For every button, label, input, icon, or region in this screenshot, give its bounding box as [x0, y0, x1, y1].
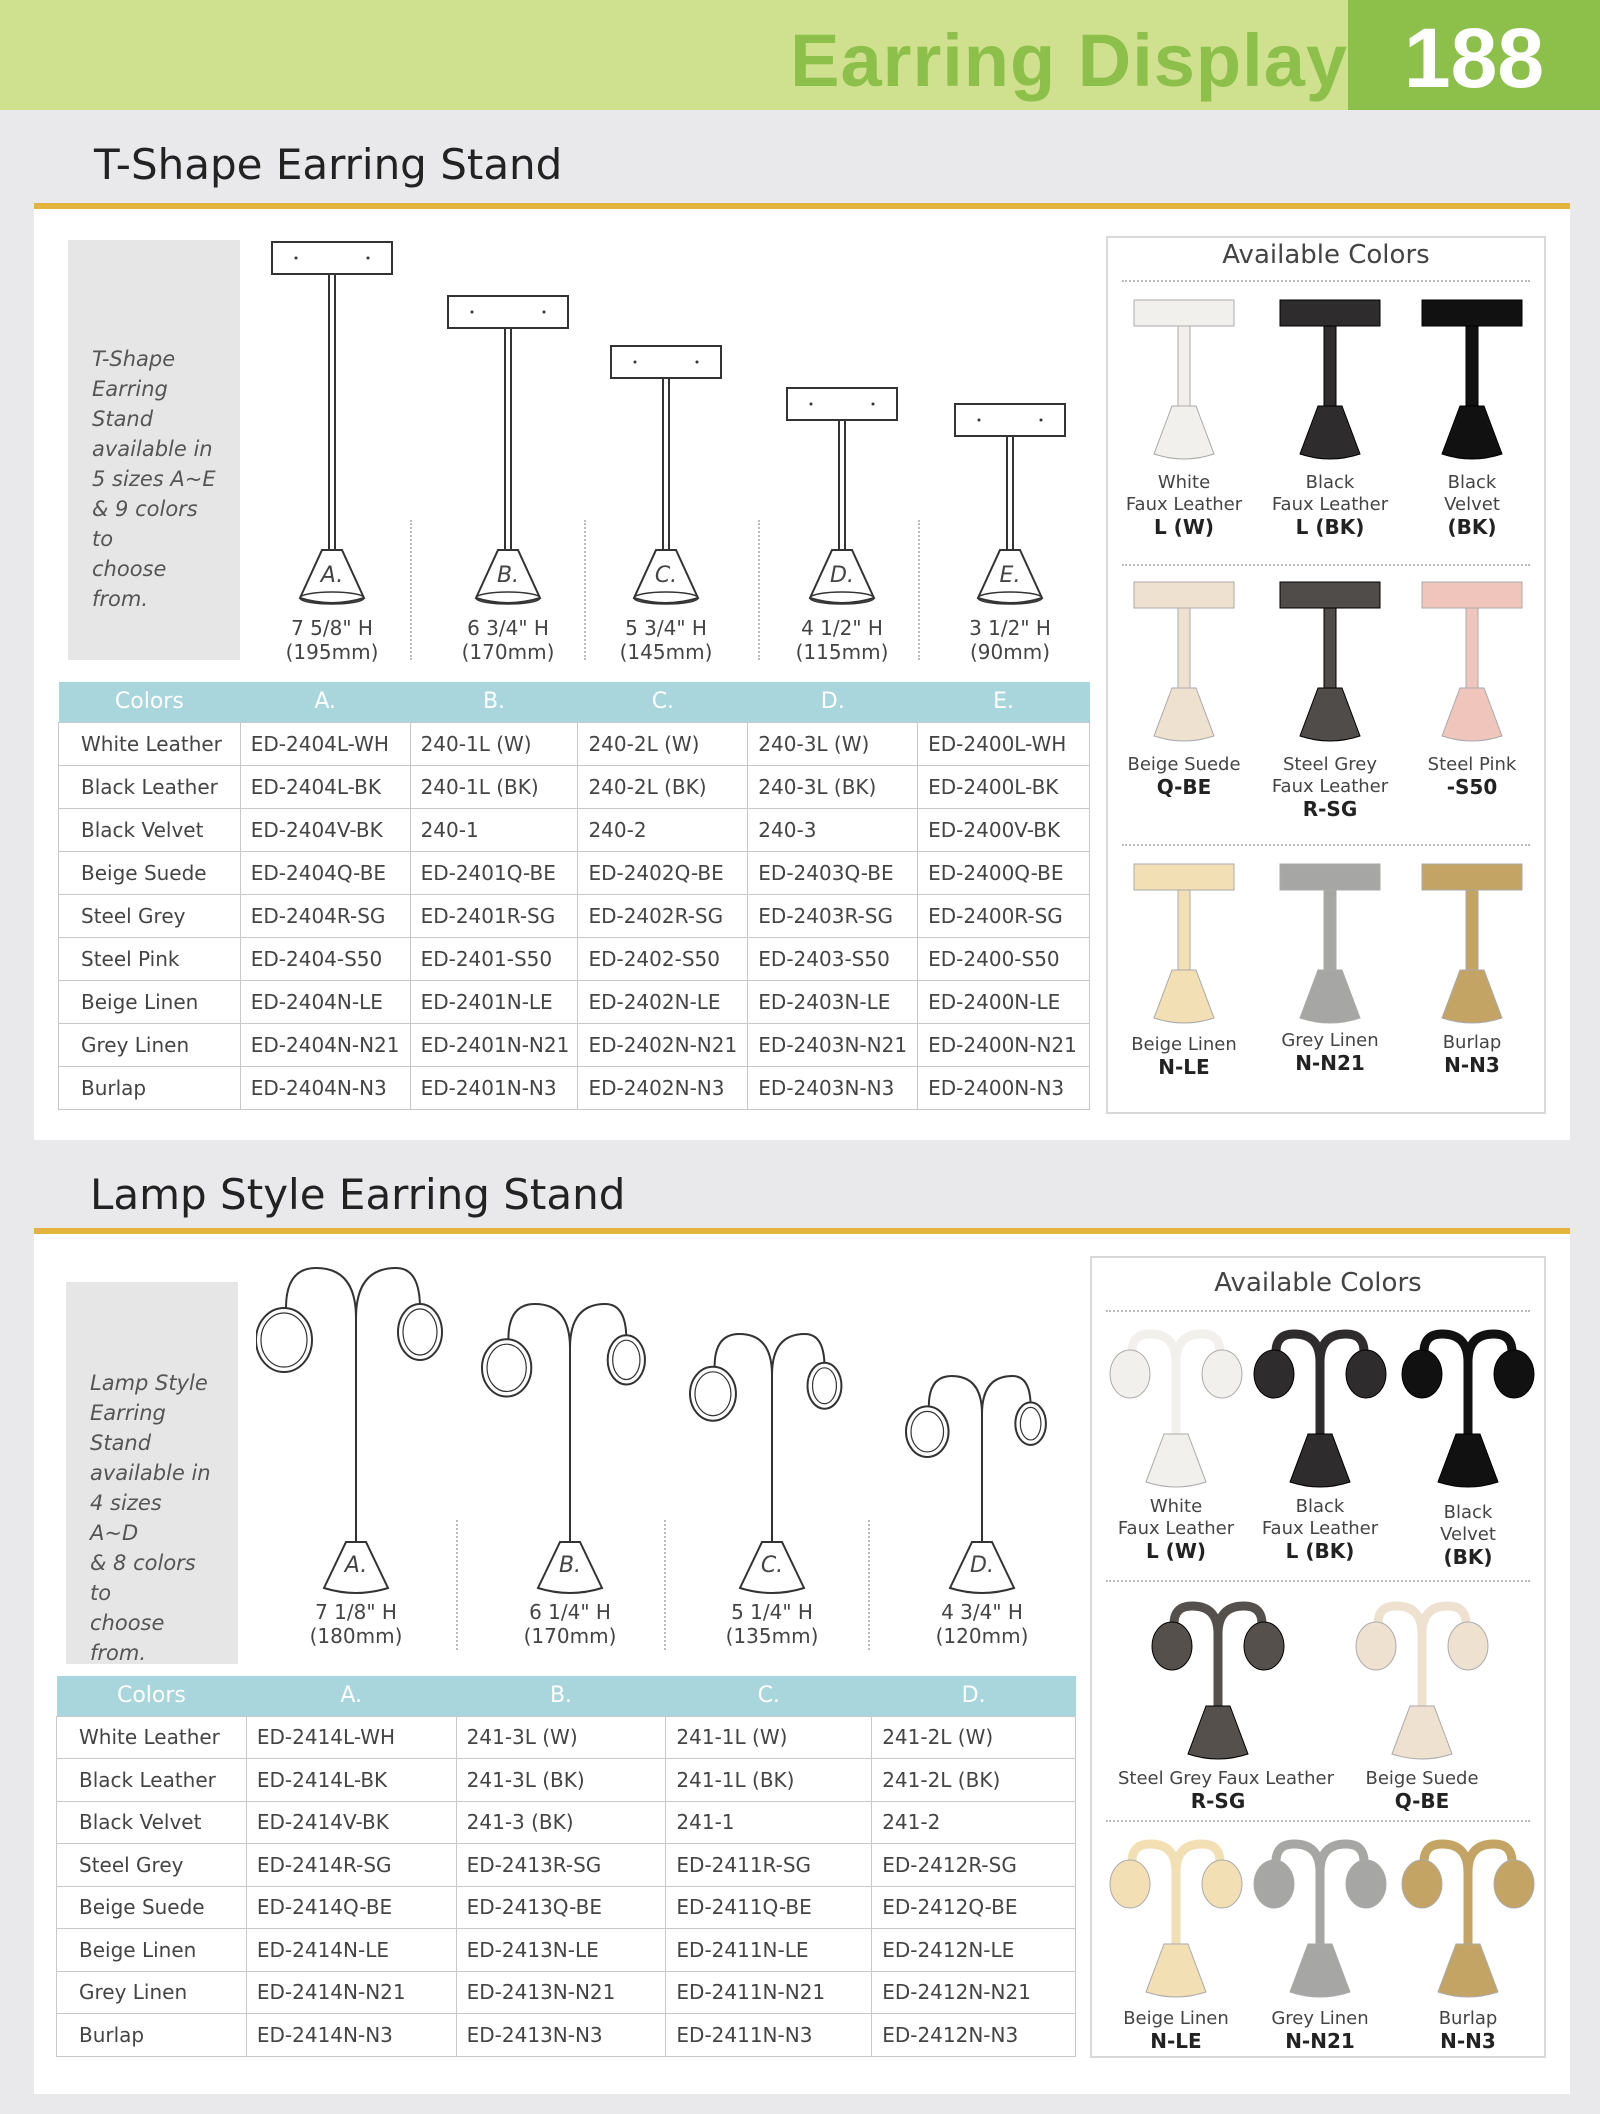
sku-cell: ED-2413Q-BE — [456, 1886, 666, 1929]
sku-cell: ED-2414N-N3 — [246, 2014, 456, 2057]
size-height: 4 1/2" H — [801, 616, 883, 640]
swatch-name: Beige Suede — [1365, 1768, 1479, 1789]
size-divider — [410, 520, 412, 660]
sku-cell: ED-2414L-BK — [246, 1759, 456, 1802]
swatch-name: White — [1157, 472, 1211, 493]
size-metric: (170mm) — [523, 1624, 617, 1648]
swatch-code: L (W) — [1145, 1539, 1207, 1563]
sku-cell: 241-2L (W) — [872, 1716, 1076, 1759]
sku-cell: ED-2403N-N21 — [748, 1023, 918, 1066]
sku-cell: 241-1L (W) — [666, 1716, 872, 1759]
size-metric: (120mm) — [935, 1624, 1029, 1648]
sku-cell: ED-2413N-N3 — [456, 2014, 666, 2057]
page-number: 188 — [1403, 11, 1545, 105]
sku-cell: ED-2411N-N3 — [666, 2014, 872, 2057]
sku-cell: ED-2402N-N21 — [578, 1023, 748, 1066]
sku-cell: ED-2404V-BK — [240, 808, 410, 851]
swatch-code: Q-BE — [1156, 775, 1212, 799]
table-row — [59, 894, 1090, 937]
tshape-stand-e — [930, 230, 1090, 680]
swatch-name: Black — [1447, 472, 1497, 493]
tshape-stand-a — [252, 230, 412, 680]
sku-cell: ED-2414L-WH — [246, 1716, 456, 1759]
sku-cell: 241-3L (W) — [456, 1716, 666, 1759]
swatch-name: Steel Pink — [1427, 754, 1517, 775]
swatch-name: Grey Linen — [1271, 2008, 1369, 2029]
sku-cell: ED-2402R-SG — [578, 894, 748, 937]
size-metric: (170mm) — [461, 640, 555, 664]
size-metric: (180mm) — [309, 1624, 403, 1648]
sku-cell: ED-2404Q-BE — [240, 851, 410, 894]
tshape-spec-table — [58, 682, 1090, 1110]
sku-cell: ED-2401N-LE — [410, 980, 578, 1023]
size-divider — [918, 520, 920, 660]
color-name-cell: Burlap — [59, 1066, 241, 1109]
sku-cell: 240-2 — [578, 808, 748, 851]
swatch-name: Steel Grey — [1282, 754, 1378, 775]
sku-cell: 241-3 (BK) — [456, 1801, 666, 1844]
swatch-name: Grey Linen — [1281, 1030, 1379, 1051]
swatch-code: (BK) — [1447, 515, 1497, 539]
sku-cell: ED-2403Q-BE — [748, 851, 918, 894]
swatch-code: N-N3 — [1440, 2029, 1496, 2053]
tshape-stand-b — [428, 230, 588, 680]
sku-cell: ED-2403N-N3 — [748, 1066, 918, 1109]
sku-cell: ED-2404N-N21 — [240, 1023, 410, 1066]
table-row — [59, 980, 1090, 1023]
swatch-name: Faux Leather — [1271, 776, 1389, 797]
sku-cell: ED-2413R-SG — [456, 1844, 666, 1887]
sku-cell: ED-2411R-SG — [666, 1844, 872, 1887]
table-row — [59, 937, 1090, 980]
color-name-cell: Beige Suede — [59, 851, 241, 894]
color-swatch — [1392, 858, 1552, 1108]
lamp-colors-title: Available Colors — [1214, 1268, 1422, 1298]
sku-cell: 241-1 — [666, 1801, 872, 1844]
color-name-cell: Black Velvet — [57, 1801, 247, 1844]
color-swatch — [1118, 1594, 1335, 1844]
size-height: 3 1/2" H — [969, 616, 1051, 640]
swatch-name: Beige Linen — [1131, 1034, 1237, 1055]
sku-cell: ED-2412Q-BE — [872, 1886, 1076, 1929]
size-letter: C. — [760, 1553, 784, 1578]
swatch-name: Beige Linen — [1123, 2008, 1229, 2029]
sku-cell: ED-2414V-BK — [246, 1801, 456, 1844]
sku-cell: ED-2401N-N3 — [410, 1066, 578, 1109]
size-metric: (145mm) — [619, 640, 713, 664]
swatch-name: Burlap — [1438, 2008, 1498, 2029]
swatch-name: Black — [1305, 472, 1355, 493]
size-metric: (195mm) — [285, 640, 379, 664]
sku-cell: ED-2413N-LE — [456, 1929, 666, 1972]
color-name-cell: Grey Linen — [57, 1971, 247, 2014]
color-name-cell: Black Velvet — [59, 808, 241, 851]
sku-cell: ED-2412N-LE — [872, 1929, 1076, 1972]
size-height: 5 3/4" H — [625, 616, 707, 640]
column-header: Colors — [57, 1676, 247, 1716]
sku-cell: ED-2402-S50 — [578, 937, 748, 980]
sku-cell: ED-2414Q-BE — [246, 1886, 456, 1929]
swatch-code: R-SG — [1302, 797, 1358, 821]
size-letter: A. — [320, 563, 344, 588]
swatch-code: N-N21 — [1285, 2029, 1355, 2053]
sku-cell: ED-2403-S50 — [748, 937, 918, 980]
sku-cell: 240-1L (W) — [410, 722, 578, 765]
size-letter: D. — [970, 1553, 994, 1578]
table-row — [59, 765, 1090, 808]
size-divider — [664, 1520, 666, 1650]
table-row — [57, 1759, 1076, 1802]
swatch-name: Faux Leather — [1271, 494, 1389, 515]
size-divider — [584, 520, 586, 660]
color-name-cell: Beige Linen — [57, 1929, 247, 1972]
sku-cell: ED-2404-S50 — [240, 937, 410, 980]
page-number-box — [1348, 0, 1600, 110]
sku-cell: ED-2403R-SG — [748, 894, 918, 937]
size-letter: B. — [496, 563, 520, 588]
sku-cell: ED-2404L-BK — [240, 765, 410, 808]
table-row — [59, 722, 1090, 765]
sku-cell: ED-2412R-SG — [872, 1844, 1076, 1887]
swatch-name: Burlap — [1442, 1032, 1502, 1053]
table-row — [57, 2014, 1076, 2057]
lamp-stand-a — [256, 1262, 456, 1652]
table-row — [57, 1971, 1076, 2014]
swatch-code: R-SG — [1190, 1789, 1246, 1813]
size-metric: (90mm) — [969, 640, 1051, 664]
swatch-name: Faux Leather — [1261, 1518, 1379, 1539]
table-row — [59, 808, 1090, 851]
sku-cell: ED-2400Q-BE — [918, 851, 1090, 894]
size-height: 6 1/4" H — [529, 1600, 611, 1624]
color-name-cell: Steel Pink — [59, 937, 241, 980]
sku-cell: ED-2400R-SG — [918, 894, 1090, 937]
color-swatch — [1392, 576, 1552, 826]
color-swatch — [1388, 1322, 1548, 1572]
sku-cell: 240-2L (BK) — [578, 765, 748, 808]
sku-cell: ED-2414N-N21 — [246, 1971, 456, 2014]
size-height: 7 5/8" H — [291, 616, 373, 640]
sku-cell: 241-3L (BK) — [456, 1759, 666, 1802]
sku-cell: ED-2411N-N21 — [666, 1971, 872, 2014]
swatch-code: N-N21 — [1295, 1051, 1365, 1075]
sku-cell: ED-2400N-LE — [918, 980, 1090, 1023]
table-row — [59, 1066, 1090, 1109]
table-row — [59, 1023, 1090, 1066]
sku-cell: ED-2414R-SG — [246, 1844, 456, 1887]
sku-cell: ED-2400L-WH — [918, 722, 1090, 765]
color-name-cell: Beige Linen — [59, 980, 241, 1023]
page-title: Earring Display — [790, 19, 1348, 102]
size-letter: D. — [830, 563, 854, 588]
column-header: E. — [918, 682, 1090, 722]
lamp-spec-table — [56, 1676, 1076, 2057]
table-row — [57, 1844, 1076, 1887]
swatch-code: N-N3 — [1444, 1053, 1500, 1077]
swatch-code: L (BK) — [1285, 1539, 1355, 1563]
tshape-available-colors — [1106, 236, 1546, 1114]
size-divider — [456, 1520, 458, 1650]
tshape-stand-d — [762, 230, 922, 680]
size-divider — [868, 1520, 870, 1650]
sku-cell: ED-2400N-N21 — [918, 1023, 1090, 1066]
sku-cell: ED-2400V-BK — [918, 808, 1090, 851]
sku-cell: 241-1L (BK) — [666, 1759, 872, 1802]
swatch-name: Velvet — [1440, 1524, 1496, 1545]
swatch-code: -S50 — [1446, 775, 1498, 799]
color-name-cell: Steel Grey — [59, 894, 241, 937]
sku-cell: ED-2404N-LE — [240, 980, 410, 1023]
column-header: A. — [240, 682, 410, 722]
color-name-cell: Grey Linen — [59, 1023, 241, 1066]
size-height: 4 3/4" H — [941, 1600, 1023, 1624]
swatch-name: Faux Leather — [1125, 494, 1243, 515]
size-metric: (135mm) — [725, 1624, 819, 1648]
lamp-stand-c — [672, 1262, 872, 1652]
size-divider — [758, 520, 760, 660]
swatch-name: Black — [1443, 1502, 1493, 1523]
lamp-available-colors — [1090, 1256, 1546, 2058]
table-row — [57, 1716, 1076, 1759]
sku-cell: 240-1L (BK) — [410, 765, 578, 808]
lamp-stand-b — [470, 1262, 670, 1652]
sku-cell: ED-2401R-SG — [410, 894, 578, 937]
tshape-section-title: T-Shape Earring Stand — [94, 140, 563, 189]
lamp-description: Lamp Style Earring Stand available in 4 sizes A~D & 8 colors to choose from. — [66, 1282, 238, 1664]
size-height: 5 1/4" H — [731, 1600, 813, 1624]
color-swatch — [1342, 1594, 1502, 1844]
swatch-code: N-LE — [1150, 2029, 1202, 2053]
size-letter: A. — [344, 1553, 368, 1578]
sku-cell: ED-2401-S50 — [410, 937, 578, 980]
color-name-cell: Burlap — [57, 2014, 247, 2057]
sku-cell: ED-2411N-LE — [666, 1929, 872, 1972]
swatch-code: (BK) — [1443, 1545, 1493, 1569]
column-header: C. — [666, 1676, 872, 1716]
column-header: A. — [246, 1676, 456, 1716]
sku-cell: 240-3L (W) — [748, 722, 918, 765]
sku-cell: ED-2411Q-BE — [666, 1886, 872, 1929]
column-header: D. — [872, 1676, 1076, 1716]
size-letter: B. — [558, 1553, 582, 1578]
column-header: B. — [410, 682, 578, 722]
sku-cell: 241-2L (BK) — [872, 1759, 1076, 1802]
swatch-code: N-LE — [1158, 1055, 1210, 1079]
lamp-section-title: Lamp Style Earring Stand — [90, 1170, 626, 1219]
sku-cell: ED-2404N-N3 — [240, 1066, 410, 1109]
color-name-cell: Black Leather — [57, 1759, 247, 1802]
color-name-cell: White Leather — [59, 722, 241, 765]
color-name-cell: White Leather — [57, 1716, 247, 1759]
size-height: 6 3/4" H — [467, 616, 549, 640]
sku-cell: ED-2402N-LE — [578, 980, 748, 1023]
sku-cell: ED-2414N-LE — [246, 1929, 456, 1972]
size-height: 7 1/8" H — [315, 1600, 397, 1624]
sku-cell: ED-2413N-N21 — [456, 1971, 666, 2014]
color-swatch — [1388, 1832, 1548, 2082]
swatch-code: L (BK) — [1295, 515, 1365, 539]
sku-cell: ED-2404L-WH — [240, 722, 410, 765]
sku-cell: ED-2403N-LE — [748, 980, 918, 1023]
table-row — [59, 851, 1090, 894]
sku-cell: ED-2412N-N3 — [872, 2014, 1076, 2057]
tshape-stand-c — [586, 230, 746, 680]
swatch-code: L (W) — [1153, 515, 1215, 539]
sku-cell: ED-2400-S50 — [918, 937, 1090, 980]
sku-cell: ED-2401N-N21 — [410, 1023, 578, 1066]
swatch-name: Beige Suede — [1127, 754, 1241, 775]
swatch-name: Steel Grey Faux Leather — [1118, 1768, 1335, 1789]
sku-cell: 240-2L (W) — [578, 722, 748, 765]
sku-cell: 240-3L (BK) — [748, 765, 918, 808]
swatch-name: Velvet — [1444, 494, 1500, 515]
size-letter: C. — [654, 563, 678, 588]
sku-cell: 240-3 — [748, 808, 918, 851]
sku-cell: ED-2404R-SG — [240, 894, 410, 937]
color-swatch — [1392, 294, 1552, 544]
size-metric: (115mm) — [795, 640, 889, 664]
color-name-cell: Black Leather — [59, 765, 241, 808]
color-name-cell: Steel Grey — [57, 1844, 247, 1887]
table-row — [57, 1886, 1076, 1929]
column-header: Colors — [59, 682, 241, 722]
sku-cell: ED-2401Q-BE — [410, 851, 578, 894]
size-letter: E. — [999, 563, 1021, 588]
sku-cell: ED-2402N-N3 — [578, 1066, 748, 1109]
swatch-name: Faux Leather — [1117, 1518, 1235, 1539]
column-header: C. — [578, 682, 748, 722]
column-header: D. — [748, 682, 918, 722]
swatch-name: White — [1149, 1496, 1203, 1517]
tshape-description: T-Shape Earring Stand available in 5 sizes A~E & 9 colors to choose from. — [68, 240, 240, 660]
sku-cell: ED-2400L-BK — [918, 765, 1090, 808]
column-header: B. — [456, 1676, 666, 1716]
table-row — [57, 1801, 1076, 1844]
swatch-code: Q-BE — [1394, 1789, 1450, 1813]
sku-cell: ED-2402Q-BE — [578, 851, 748, 894]
lamp-stand-d — [882, 1262, 1082, 1652]
sku-cell: ED-2400N-N3 — [918, 1066, 1090, 1109]
swatch-name: Black — [1295, 1496, 1345, 1517]
table-row — [57, 1929, 1076, 1972]
tshape-colors-title: Available Colors — [1222, 240, 1430, 270]
sku-cell: 241-2 — [872, 1801, 1076, 1844]
sku-cell: ED-2412N-N21 — [872, 1971, 1076, 2014]
sku-cell: 240-1 — [410, 808, 578, 851]
color-name-cell: Beige Suede — [57, 1886, 247, 1929]
